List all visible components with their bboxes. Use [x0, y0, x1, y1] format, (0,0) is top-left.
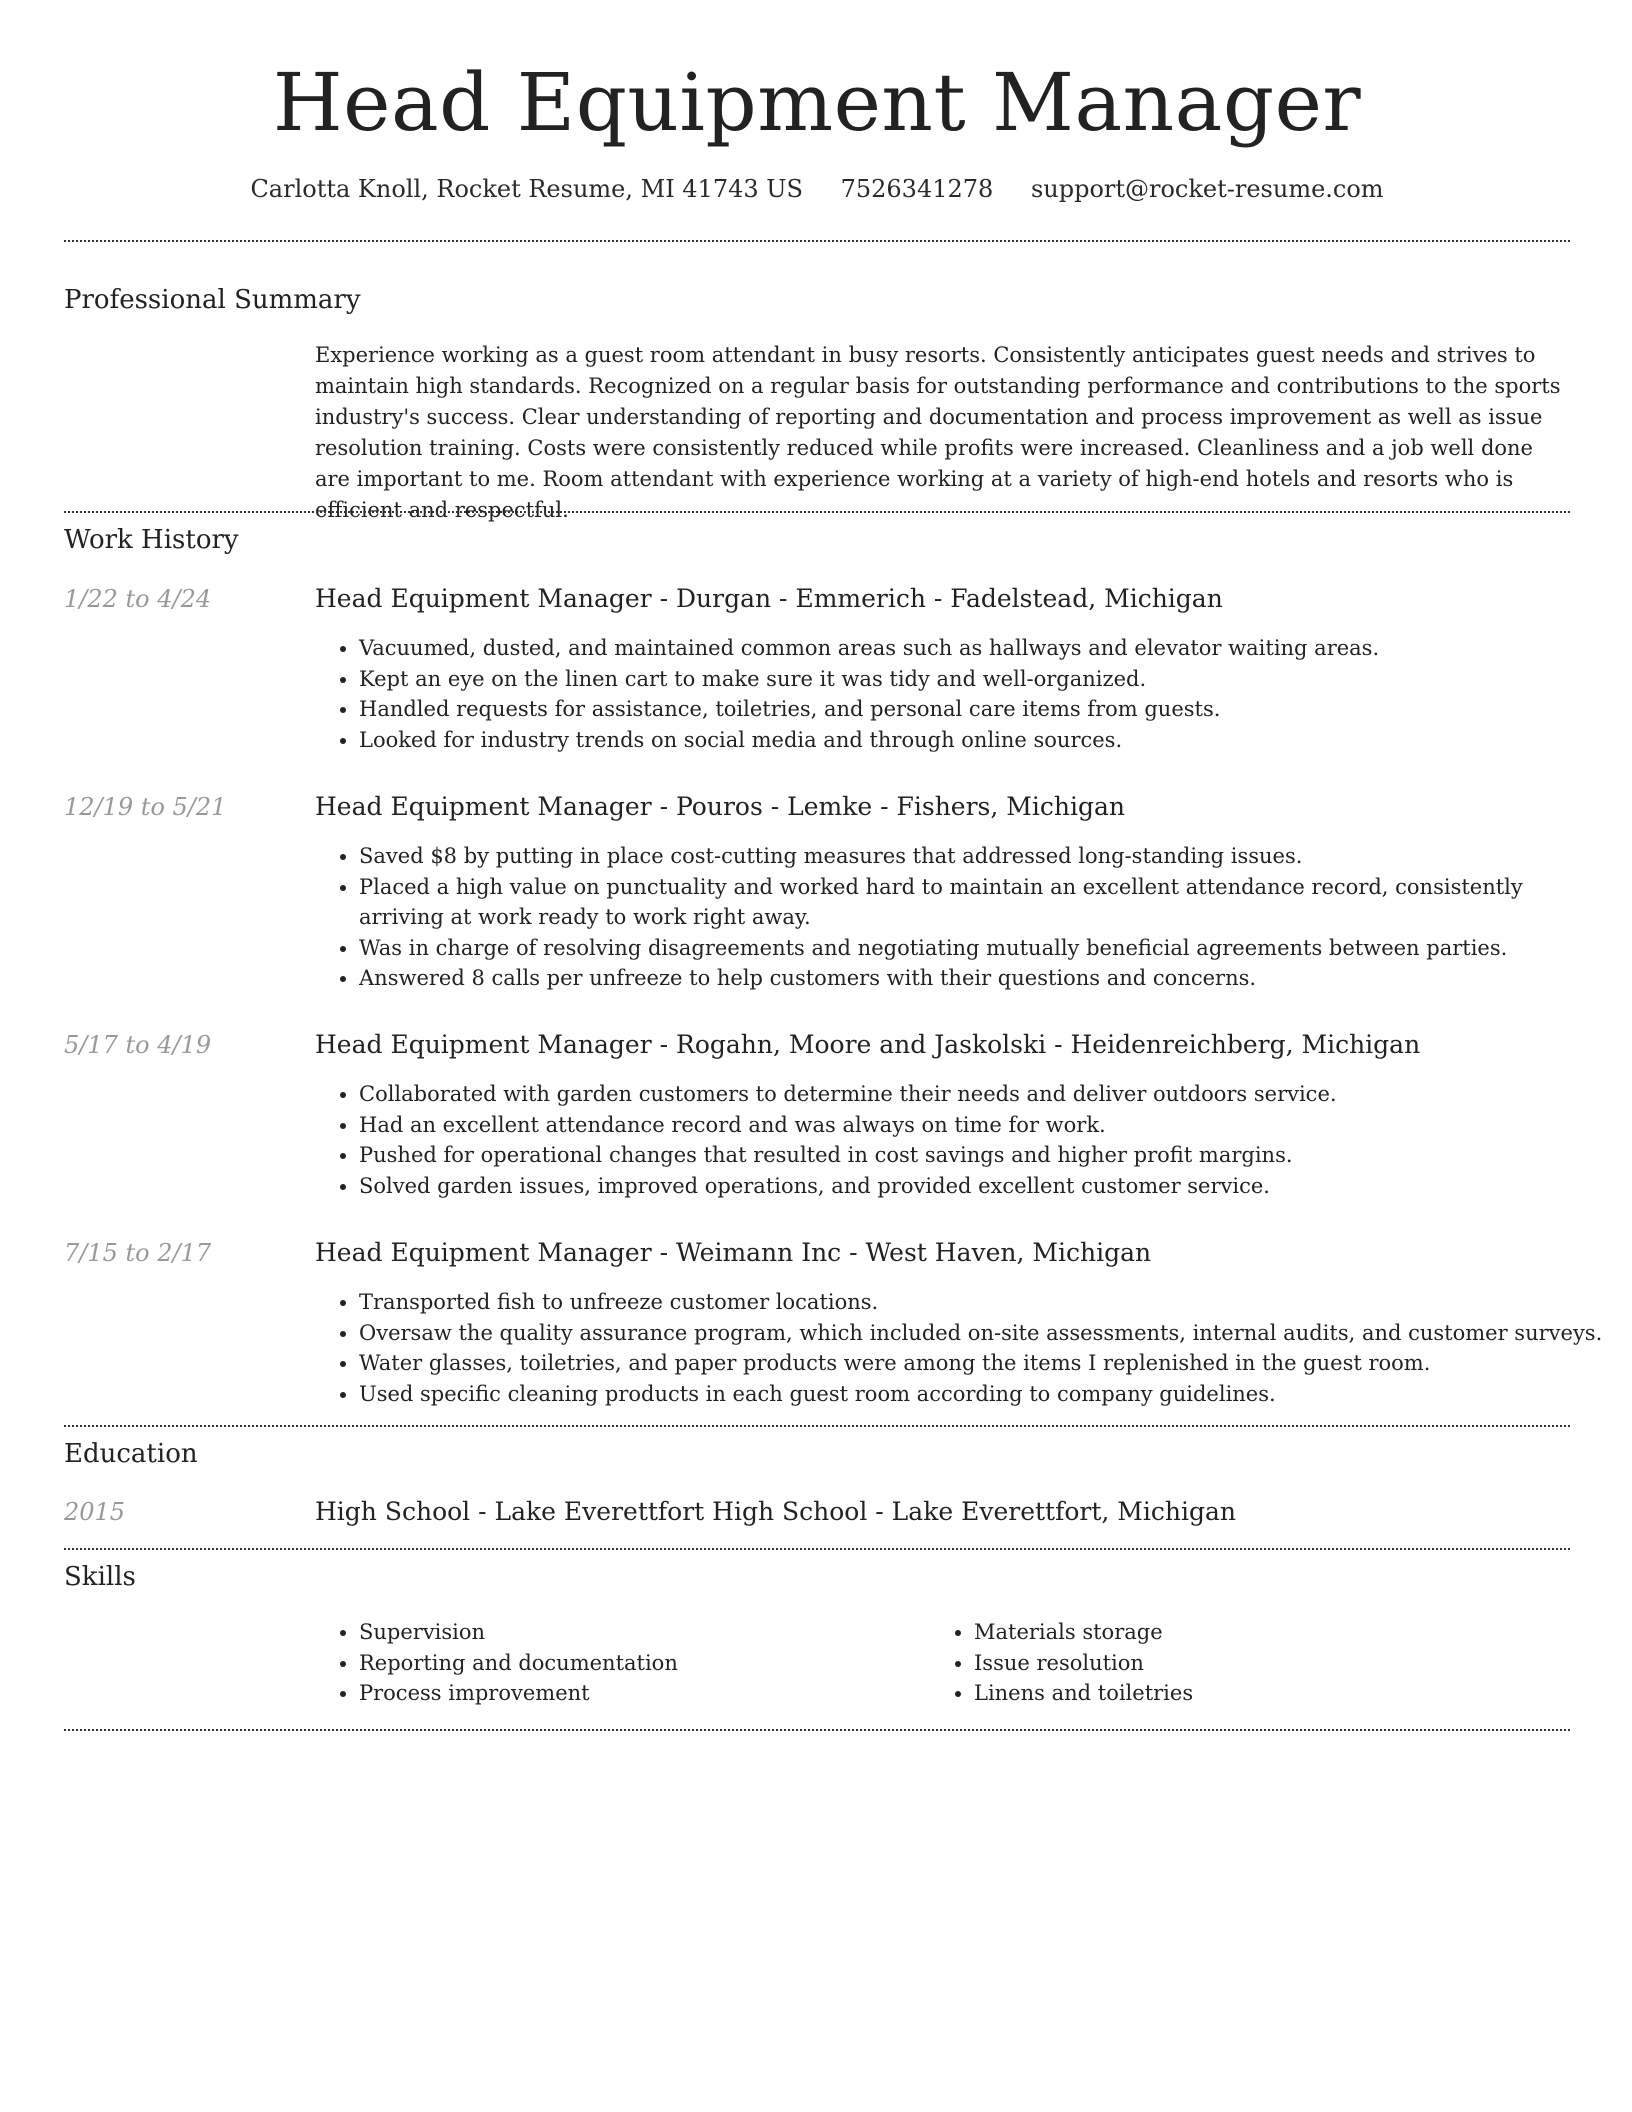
list-item: • Placed a high value on punctuality and worked hard to maintain an excellent attendance record, consistently arriving at work ready to work right away. [359, 872, 1614, 933]
list-item: • Vacuumed, dusted, and maintained common areas such as hallways and elevator waiting areas. [359, 633, 1614, 664]
skills-list-left [315, 1617, 919, 1709]
resume-title: Head Equipment Manager [272, 56, 1362, 149]
skills-list-right [930, 1617, 1534, 1709]
list-item: • Was in charge of resolving disagreements and negotiating mutually beneficial agreements between parties. [359, 933, 1614, 964]
job-bullets [315, 1287, 1614, 1409]
list-item: • Handled requests for assistance, toiletries, and personal care items from guests. [359, 694, 1614, 725]
contact-phone: 7526341278 [840, 175, 994, 203]
section-heading-education: Education [64, 1439, 198, 1469]
section-heading-skills: Skills [64, 1562, 136, 1592]
list-item: • Pushed for operational changes that resulted in cost savings and higher profit margins. [359, 1140, 1614, 1171]
divider [64, 240, 1570, 242]
skill-item: • Issue resolution [974, 1648, 1534, 1679]
contact-address: Carlotta Knoll, Rocket Resume, MI 41743 US [250, 175, 803, 203]
divider [64, 1548, 1570, 1550]
list-item: • Looked for industry trends on social media and through online sources. [359, 725, 1614, 756]
divider [64, 1425, 1570, 1427]
job-title: Head Equipment Manager - Pouros - Lemke - Fishers, Michigan [315, 792, 1125, 821]
section-heading-work-history: Work History [64, 525, 239, 555]
list-item: • Answered 8 calls per unfreeze to help customers with their questions and concerns. [359, 963, 1614, 994]
skill-item: • Supervision [359, 1617, 919, 1648]
list-item: • Solved garden issues, improved operations, and provided excellent customer service. [359, 1171, 1614, 1202]
summary-text: Experience working as a guest room attendant in busy resorts. Consistently anticipates guest needs and strives to maintain high standards. Recognized on a regular basis for outstanding performance and contributions to the sports industry's success. Clear understanding of reporting and documentation and process improvement as well as issue resolution training. Costs were consistently reduced while profits were increased. Cleanliness and a job well done are important to me. Room attendant with experience working at a variety of high-end hotels and resorts who is efficient and respectful. [315, 343, 1561, 522]
list-item: • Used specific cleaning products in each guest room according to company guidelines. [359, 1379, 1614, 1410]
job-dates: 1/22 to 4/24 [64, 585, 212, 613]
list-item: • Water glasses, toiletries, and paper products were among the items I replenished in the guest room. [359, 1348, 1614, 1379]
job-dates: 12/19 to 5/21 [64, 793, 227, 821]
skill-item: • Materials storage [974, 1617, 1534, 1648]
skill-item: • Linens and toiletries [974, 1678, 1534, 1709]
education-entry: High School - Lake Everettfort High School - Lake Everettfort, Michigan [315, 1497, 1236, 1526]
job-dates: 7/15 to 2/17 [64, 1239, 212, 1267]
job-title: Head Equipment Manager - Rogahn, Moore and Jaskolski - Heidenreichberg, Michigan [315, 1030, 1421, 1059]
divider [64, 1729, 1570, 1731]
divider [64, 511, 1570, 513]
skill-item: • Process improvement [359, 1678, 919, 1709]
job-title: Head Equipment Manager - Durgan - Emmerich - Fadelstead, Michigan [315, 584, 1223, 613]
list-item: • Transported fish to unfreeze customer locations. [359, 1287, 1614, 1318]
contact-email: support@rocket-resume.com [1030, 175, 1384, 203]
list-item: • Saved $8 by putting in place cost-cutting measures that addressed long-standing issues. [359, 841, 1614, 872]
list-item: • Kept an eye on the linen cart to make sure it was tidy and well-organized. [359, 664, 1614, 695]
section-heading-summary: Professional Summary [64, 285, 361, 315]
list-item: • Oversaw the quality assurance program, which included on-site assessments, internal audits, and customer surveys. [359, 1318, 1614, 1349]
list-item: • Had an excellent attendance record and was always on time for work. [359, 1110, 1614, 1141]
skill-item: • Reporting and documentation [359, 1648, 919, 1679]
job-bullets [315, 1079, 1614, 1201]
list-item: • Collaborated with garden customers to determine their needs and deliver outdoors service. [359, 1079, 1614, 1110]
contact-line [64, 172, 1570, 206]
education-year: 2015 [64, 1498, 126, 1526]
job-dates: 5/17 to 4/19 [64, 1031, 212, 1059]
job-title: Head Equipment Manager - Weimann Inc - West Haven, Michigan [315, 1238, 1152, 1267]
job-bullets [315, 633, 1614, 755]
job-bullets [315, 841, 1614, 994]
